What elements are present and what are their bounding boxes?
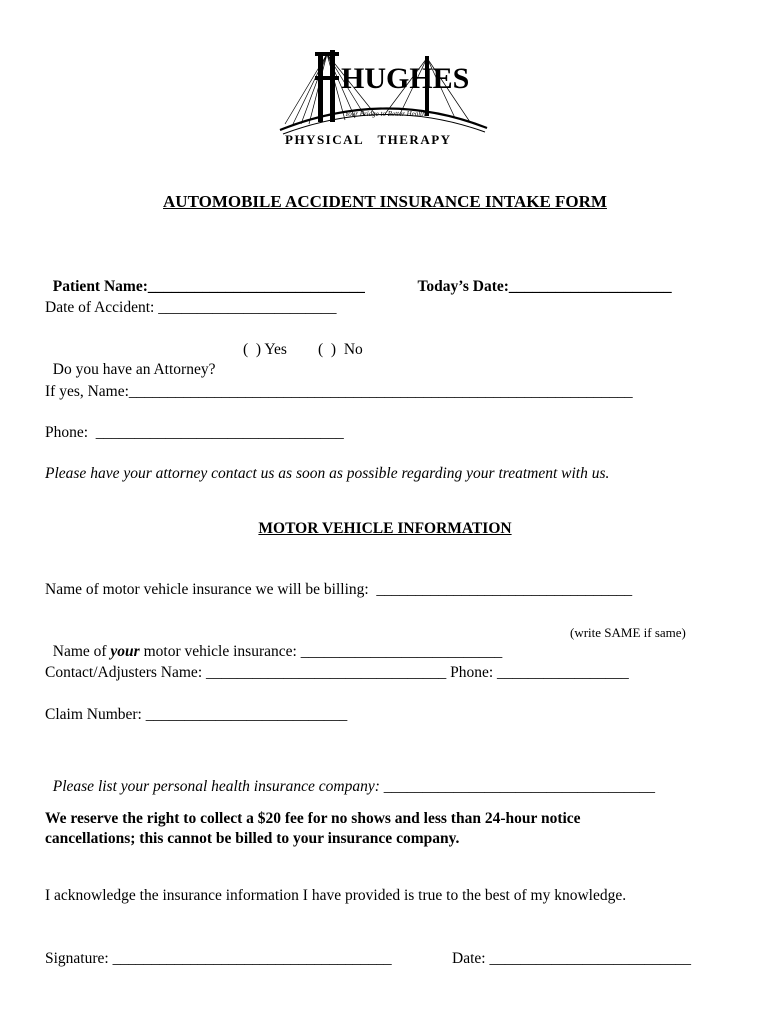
billing-insurance-field[interactable]: Name of motor vehicle insurance we will be billing: _________________________________ [45, 581, 633, 598]
attorney-question-label: Do you have an Attorney? [52, 361, 216, 378]
attorney-note: Please have your attorney contact us as soon as possible regarding your treatment with us. [45, 465, 610, 482]
form-title: AUTOMOBILE ACCIDENT INSURANCE INTAKE FORM [163, 192, 607, 211]
claim-number-field[interactable]: Claim Number: __________________________ [45, 706, 348, 723]
attorney-no-checkbox[interactable]: ( ) No [318, 341, 363, 358]
health-insurance-field[interactable] [45, 757, 655, 797]
todays-date-field[interactable] [410, 257, 672, 297]
own-insurance-emphasis: your [110, 643, 140, 660]
hughes-logo [275, 48, 495, 148]
attorney-question [45, 340, 215, 380]
accident-date-field[interactable]: Date of Accident: _______________________ [45, 299, 337, 316]
own-insurance-suffix: motor vehicle insurance: __________________________ [139, 643, 503, 660]
section-heading: MOTOR VEHICLE INFORMATION [258, 520, 512, 537]
signature-field[interactable]: Signature: ____________________________________ [45, 950, 392, 967]
fee-notice-line-1: We reserve the right to collect a $20 fee for no shows and less than 24-hour notice [45, 810, 581, 827]
own-insurance-note: (write SAME if same) [570, 625, 686, 640]
logo-subtitle: PHYSICAL THERAPY [285, 132, 452, 147]
health-insurance-label: Please list your personal health insurance company: [52, 778, 380, 795]
adjuster-field[interactable]: Contact/Adjusters Name: _______________________________ Phone: _________________ [45, 664, 629, 681]
own-insurance-prefix: Name of [52, 643, 111, 660]
attorney-name-field[interactable]: If yes, Name:_________________________________________________________________ [45, 383, 633, 400]
todays-date-label: Today’s Date:_____________________ [417, 278, 672, 295]
patient-name-label: Patient Name:____________________________ [52, 278, 365, 295]
logo-tagline: Your Bridge to Better Health [345, 110, 426, 118]
signature-date-field[interactable]: Date: __________________________ [452, 950, 691, 967]
fee-notice-line-2: cancellations; this cannot be billed to your insurance company. [45, 830, 460, 847]
logo-brand: HUGHES [341, 62, 470, 95]
patient-name-field[interactable] [45, 257, 365, 297]
own-insurance-field[interactable] [45, 622, 502, 662]
attorney-phone-field[interactable]: Phone: ________________________________ [45, 424, 344, 441]
attorney-yes-checkbox[interactable]: ( ) Yes [243, 341, 287, 358]
acknowledgement-text: I acknowledge the insurance information I have provided is true to the best of my knowledge. [45, 887, 627, 904]
health-insurance-line: ___________________________________ [379, 778, 656, 795]
